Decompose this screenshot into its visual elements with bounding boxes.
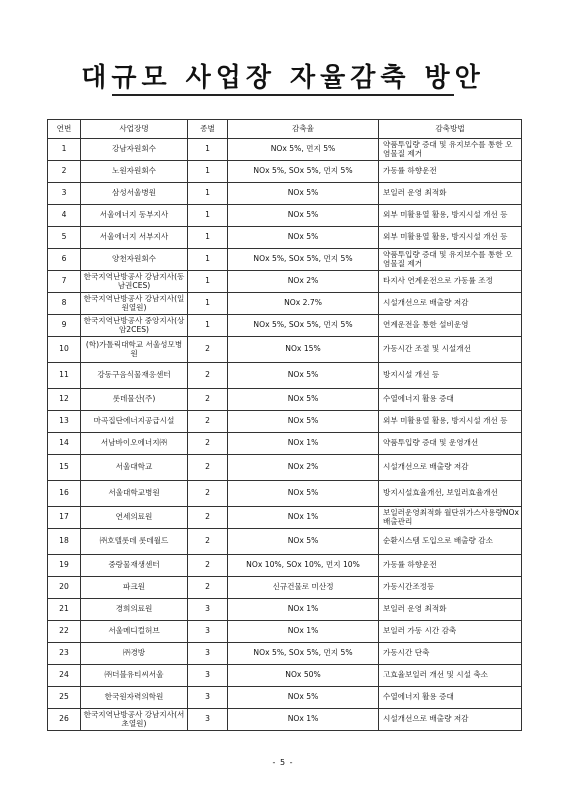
cell-rate: NOx 5% [228,363,379,389]
cell-type: 1 [188,205,228,227]
cell-type: 2 [188,433,228,455]
cell-rate: NOx 5% [228,183,379,205]
cell-name: 중랑물재생센터 [81,555,188,577]
cell-no: 3 [48,183,81,205]
cell-name: (학)가톨릭대학교 서울성모병원 [81,337,188,363]
cell-rate: NOx 1% [228,709,379,731]
cell-rate: 신규건물로 미산정 [228,577,379,599]
cell-rate: NOx 5% [228,389,379,411]
cell-name: 노원자원회수 [81,161,188,183]
cell-method: 가동시간 단축 [379,643,522,665]
cell-no: 17 [48,507,81,529]
cell-no: 25 [48,687,81,709]
cell-method: 가동률 하향운전 [379,161,522,183]
cell-rate: NOx 5%, SOx 5%, 먼지 5% [228,249,379,271]
cell-type: 1 [188,271,228,293]
cell-method: 순환시스템 도입으로 배출량 감소 [379,529,522,555]
cell-rate: NOx 5% [228,205,379,227]
cell-rate: NOx 2.7% [228,293,379,315]
cell-type: 1 [188,227,228,249]
cell-method: 방지시설 개선 등 [379,363,522,389]
cell-no: 21 [48,599,81,621]
cell-method: 수열에너지 활용 증대 [379,687,522,709]
table-row [48,363,522,389]
cell-method: 방지시설효율개선, 보일러효율개선 [379,481,522,507]
table-row [48,577,522,599]
header-method: 감축방법 [379,120,522,139]
cell-type: 1 [188,293,228,315]
cell-type: 3 [188,665,228,687]
table-row [48,411,522,433]
cell-no: 1 [48,139,81,161]
cell-method: 보일러 운영 최적화 [379,599,522,621]
cell-rate: NOx 15% [228,337,379,363]
cell-type: 1 [188,161,228,183]
cell-no: 18 [48,529,81,555]
cell-method: 외부 미활용열 활용, 방지시설 개선 등 [379,227,522,249]
cell-rate: NOx 5% [228,227,379,249]
cell-no: 6 [48,249,81,271]
cell-rate: NOx 10%, SOx 10%, 먼지 10% [228,555,379,577]
cell-rate: NOx 5%, 먼지 5% [228,139,379,161]
cell-rate: NOx 5%, SOx 5%, 먼지 5% [228,643,379,665]
cell-no: 8 [48,293,81,315]
cell-rate: NOx 5% [228,687,379,709]
table-row [48,271,522,293]
cell-type: 3 [188,709,228,731]
table-row [48,139,522,161]
cell-type: 2 [188,363,228,389]
cell-no: 2 [48,161,81,183]
page-number: - 5 - [272,758,294,767]
title-underline [112,94,454,96]
table-row [48,455,522,481]
cell-type: 3 [188,599,228,621]
cell-type: 1 [188,315,228,337]
cell-name: ㈜더블유티씨서울 [81,665,188,687]
cell-name: ㈜호텔롯데 롯데월드 [81,529,188,555]
cell-name: ㈜경방 [81,643,188,665]
cell-method: 시설개선으로 배출량 저감 [379,455,522,481]
cell-type: 2 [188,507,228,529]
cell-rate: NOx 5%, SOx 5%, 먼지 5% [228,315,379,337]
cell-name: 경희의료원 [81,599,188,621]
cell-name: 연세의료원 [81,507,188,529]
cell-name: 서남바이오에너지㈜ [81,433,188,455]
table-row [48,555,522,577]
cell-method: 수열에너지 활용 증대 [379,389,522,411]
cell-method: 보일러 운영 최적화 [379,183,522,205]
cell-name: 삼성서울병원 [81,183,188,205]
cell-method: 약품투입량 증대 및 유지보수를 통한 오염물질 제거 [379,249,522,271]
cell-rate: NOx 1% [228,433,379,455]
header-type: 종별 [188,120,228,139]
cell-method: 외부 미활용열 활용, 방지시설 개선 등 [379,411,522,433]
table-row [48,643,522,665]
table-row [48,389,522,411]
cell-no: 5 [48,227,81,249]
cell-no: 24 [48,665,81,687]
cell-name: 한국지역난방공사 중앙지사(상암2CES) [81,315,188,337]
cell-name: 서울대학교 [81,455,188,481]
cell-name: 서울메디컬허브 [81,621,188,643]
table-row [48,315,522,337]
cell-type: 2 [188,411,228,433]
cell-type: 1 [188,249,228,271]
cell-no: 13 [48,411,81,433]
cell-method: 가동률 하향운전 [379,555,522,577]
cell-rate: NOx 1% [228,507,379,529]
cell-type: 3 [188,687,228,709]
cell-method: 가동시간 조절 및 시설개선 [379,337,522,363]
cell-name: 파크원 [81,577,188,599]
cell-rate: NOx 50% [228,665,379,687]
cell-name: 서울대학교병원 [81,481,188,507]
cell-rate: NOx 2% [228,271,379,293]
table-row [48,337,522,363]
cell-method: 연계운전을 통한 설비운영 [379,315,522,337]
cell-name: 강남자원회수 [81,139,188,161]
cell-method: 타지사 연계운전으로 가동률 조정 [379,271,522,293]
cell-type: 2 [188,529,228,555]
cell-type: 2 [188,481,228,507]
emission-reduction-table [47,119,522,731]
cell-type: 1 [188,183,228,205]
cell-method: 보일러운영최적화 월단위가스사용량NOx배출관리 [379,507,522,529]
cell-no: 9 [48,315,81,337]
cell-type: 2 [188,555,228,577]
cell-no: 23 [48,643,81,665]
cell-no: 7 [48,271,81,293]
table-row [48,183,522,205]
cell-rate: NOx 5% [228,529,379,555]
cell-type: 2 [188,337,228,363]
cell-rate: NOx 5% [228,411,379,433]
header-name: 사업장명 [81,120,188,139]
page-title: 대규모 사업장 자율감축 방안 [81,63,485,93]
cell-rate: NOx 5%, SOx 5%, 먼지 5% [228,161,379,183]
table-row [48,529,522,555]
cell-type: 3 [188,643,228,665]
cell-no: 20 [48,577,81,599]
cell-no: 14 [48,433,81,455]
cell-rate: NOx 1% [228,621,379,643]
table-row [48,481,522,507]
cell-type: 3 [188,621,228,643]
cell-name: 양천자원회수 [81,249,188,271]
cell-method: 약품투입량 증대 및 유지보수를 통한 오염물질 제거 [379,139,522,161]
header-no: 연번 [48,120,81,139]
cell-method: 시설개선으로 배출량 저감 [379,293,522,315]
cell-type: 2 [188,455,228,481]
cell-name: 한국지역난방공사 강남지사(일원열원) [81,293,188,315]
table-row [48,161,522,183]
cell-method: 약품투입량 증대 및 운영개선 [379,433,522,455]
cell-rate: NOx 2% [228,455,379,481]
cell-name: 마곡집단에너지공급시설 [81,411,188,433]
cell-no: 15 [48,455,81,481]
cell-name: 한국지역난방공사 강남지사(동남권CES) [81,271,188,293]
cell-method: 외부 미활용열 활용, 방지시설 개선 등 [379,205,522,227]
cell-no: 10 [48,337,81,363]
cell-rate: NOx 5% [228,481,379,507]
cell-name: 롯데물산(주) [81,389,188,411]
cell-name: 서울에너지 서부지사 [81,227,188,249]
cell-name: 강동구음식물재응센터 [81,363,188,389]
table-row [48,709,522,731]
cell-no: 22 [48,621,81,643]
table-row [48,433,522,455]
table-row [48,507,522,529]
table-row [48,599,522,621]
cell-no: 16 [48,481,81,507]
table-row [48,227,522,249]
table-row [48,249,522,271]
cell-no: 19 [48,555,81,577]
cell-method: 시설개선으로 배출량 저감 [379,709,522,731]
table-row [48,687,522,709]
table-row [48,205,522,227]
cell-type: 1 [188,139,228,161]
cell-no: 12 [48,389,81,411]
cell-name: 한국지역난방공사 강남지사(서초열원) [81,709,188,731]
table-row [48,293,522,315]
cell-no: 11 [48,363,81,389]
table-header-row [48,120,522,139]
cell-rate: NOx 1% [228,599,379,621]
table-row [48,621,522,643]
cell-method: 고효율보일러 개선 및 시설 축소 [379,665,522,687]
cell-name: 서울에너지 동부지사 [81,205,188,227]
cell-type: 2 [188,389,228,411]
cell-name: 한국원자력의학원 [81,687,188,709]
cell-type: 2 [188,577,228,599]
cell-method: 가동시간조정등 [379,577,522,599]
cell-method: 보일러 가동 시간 감축 [379,621,522,643]
cell-no: 26 [48,709,81,731]
cell-no: 4 [48,205,81,227]
table-row [48,665,522,687]
header-rate: 감축율 [228,120,379,139]
